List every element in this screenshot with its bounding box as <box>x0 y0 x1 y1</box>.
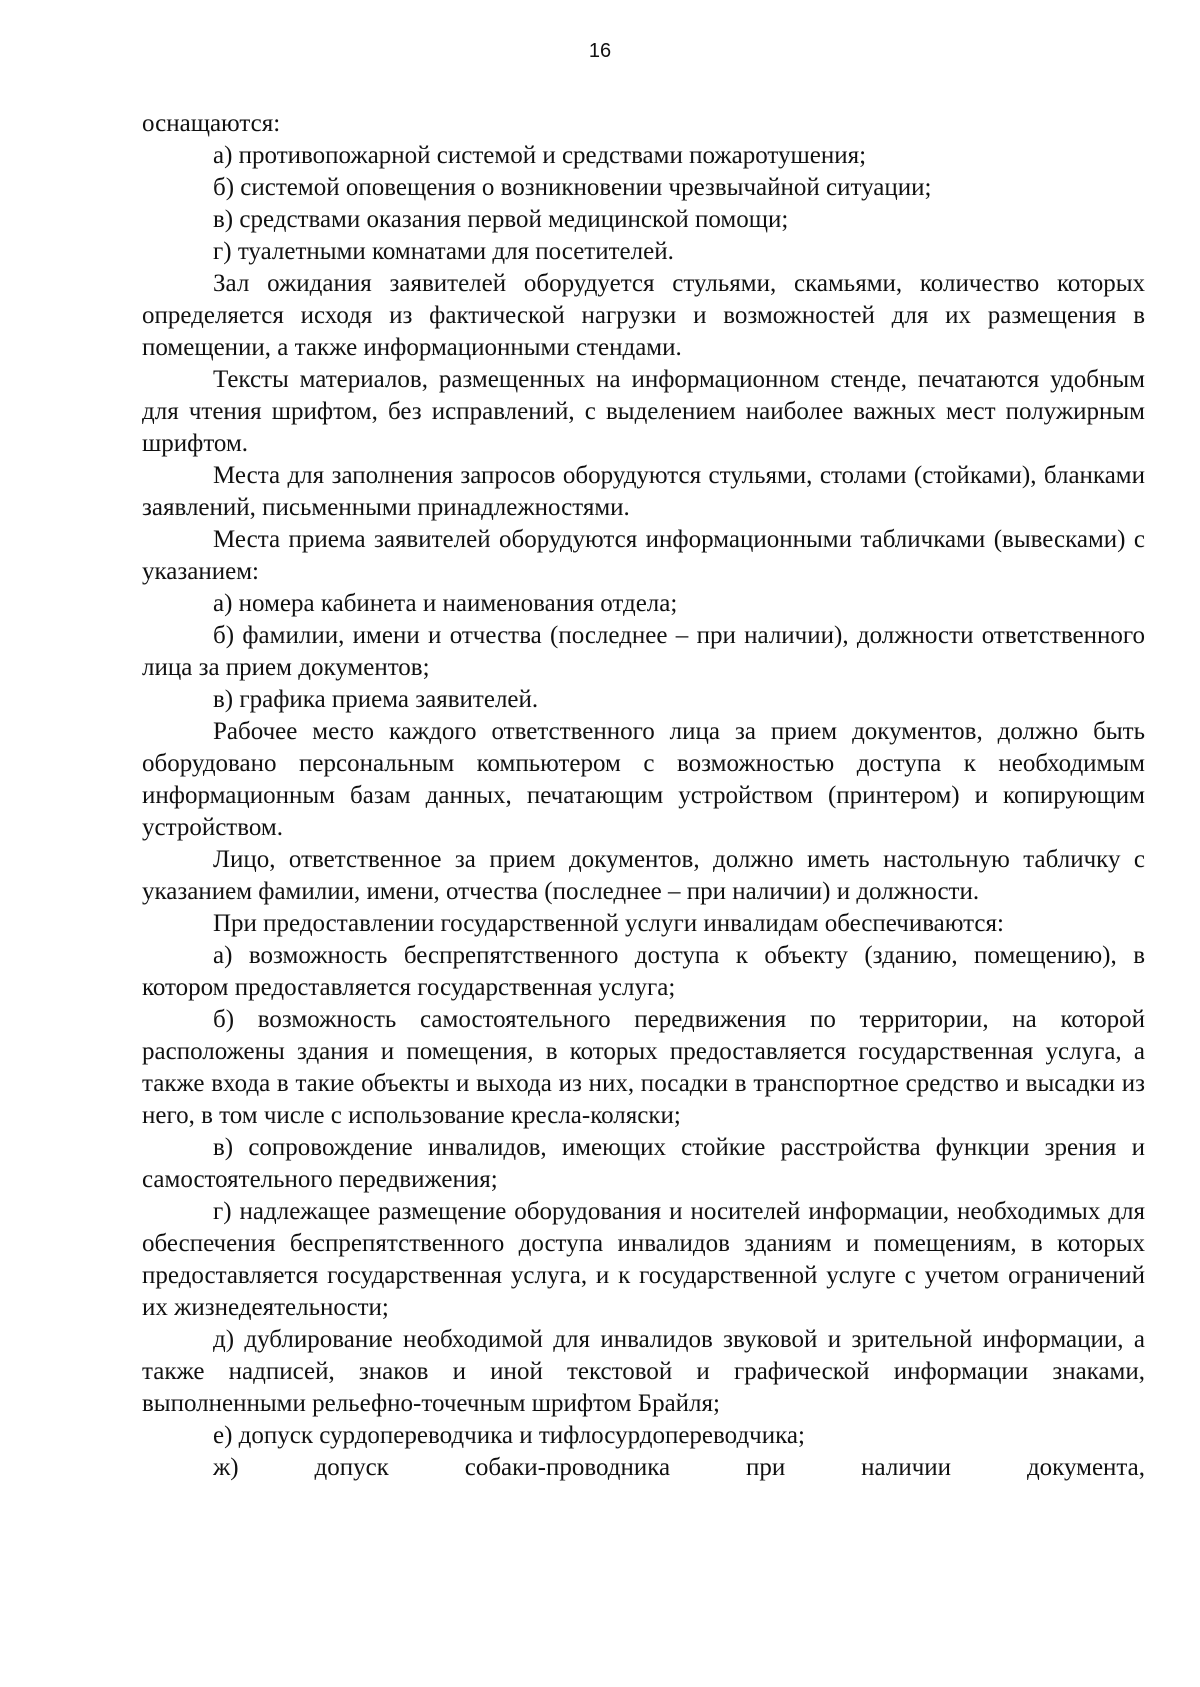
list-item: а) возможность беспрепятственного доступа к объекту (зданию, помещению), в котором предоставляется государственная услуга; <box>142 942 1145 1001</box>
list-item: б) системой оповещения о возникновении чрезвычайной ситуации; <box>213 174 932 201</box>
list-item: д) дублирование необходимой для инвалидов звуковой и зрительной информации, а также надписей, знаков и иной текстовой и графической информации знаками, выполненными рельефно-точечным шрифтом Брайля; <box>142 1326 1145 1417</box>
list-item: а) номера кабинета и наименования отдела; <box>213 590 678 617</box>
paragraph: Зал ожидания заявителей оборудуется стульями, скамьями, количество которых определяется исходя из фактической нагрузки и возможностей для их размещения в помещении, а также информационными стендами. <box>142 270 1145 361</box>
list-item: в) средствами оказания первой медицинской помощи; <box>213 206 789 233</box>
paragraph: Места для заполнения запросов оборудуются стульями, столами (стойками), бланками заявлений, письменными принадлежностями. <box>142 462 1145 521</box>
list-item: б) фамилии, имени и отчества (последнее – при наличии), должности ответственного лица за прием документов; <box>142 622 1145 681</box>
list-item: б) возможность самостоятельного передвижения по территории, на которой расположены здания и помещения, в которых предоставляется государственная услуга, а также входа в такие объекты и выхода из них, посадки в транспортное средство и высадки из него, в том числе с использование кресла-коляски; <box>142 1006 1145 1129</box>
paragraph: При предоставлении государственной услуги инвалидам обеспечиваются: <box>213 910 1004 937</box>
paragraph: Места приема заявителей оборудуются информационными табличками (вывесками) с указанием: <box>142 526 1145 585</box>
page-number: 16 <box>588 40 612 62</box>
paragraph: Лицо, ответственное за прием документов, должно иметь настольную табличку с указанием фамилии, имени, отчества (последнее – при наличии) и должности. <box>142 846 1145 905</box>
list-item: в) сопровождение инвалидов, имеющих стойкие расстройства функции зрения и самостоятельного передвижения; <box>142 1134 1145 1193</box>
list-item: а) противопожарной системой и средствами пожаротушения; <box>213 142 867 169</box>
list-item: е) допуск сурдопереводчика и тифлосурдопереводчика; <box>213 1422 805 1449</box>
paragraph: оснащаются: <box>142 110 281 137</box>
paragraph: Тексты материалов, размещенных на информационном стенде, печатаются удобным для чтения шрифтом, без исправлений, с выделением наиболее важных мест полужирным шрифтом. <box>142 366 1145 457</box>
paragraph: Рабочее место каждого ответственного лица за прием документов, должно быть оборудовано персональным компьютером с возможностью доступа к необходимым информационным базам данных, печатающим устройством (принтером) и копирующим устройством. <box>142 718 1145 841</box>
document-body <box>142 108 1145 1484</box>
list-item: в) графика приема заявителей. <box>213 686 539 713</box>
list-item: ж) допуск собаки-проводника при наличии документа, <box>213 1454 1145 1481</box>
list-item: г) туалетными комнатами для посетителей. <box>213 238 674 265</box>
list-item: г) надлежащее размещение оборудования и носителей информации, необходимых для обеспечения беспрепятственного доступа инвалидов зданиям и помещениям, в которых предоставляется государственная услуга, и к государственной услуге с учетом ограничений их жизнедеятельности; <box>142 1198 1145 1321</box>
